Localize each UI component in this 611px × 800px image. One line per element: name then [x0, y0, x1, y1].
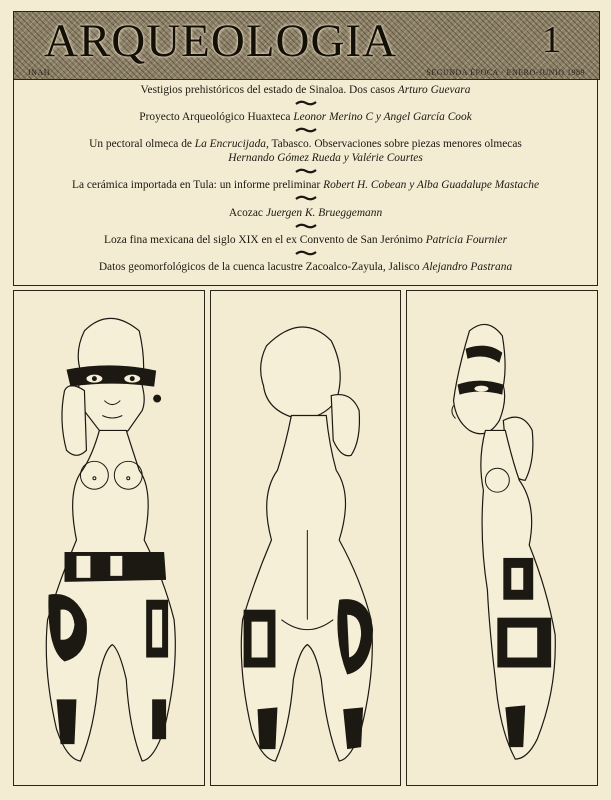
masthead-meta: [14, 68, 599, 77]
table-of-contents: [13, 79, 598, 286]
toc-entry-title-end: Tabasco. Observaciones sobre piezas menores olmecas: [268, 138, 522, 150]
tilde-separator-icon: [295, 168, 317, 174]
figurine-side-view: [406, 290, 598, 786]
toc-entry-author: Hernando Gómez Rueda y Valérie Courtes: [228, 152, 423, 164]
toc-entry-title: Datos geomorfológicos de la cuenca lacustre Zacoalco-Zayula, Jalisco: [98, 261, 420, 273]
toc-entry-title: Vestigios prehistóricos del estado de Sinaloa. Dos casos: [140, 84, 395, 96]
edition-label: SEGUNDA ÉPOCA · ENERO-JUNIO 1989: [426, 68, 585, 77]
toc-entry[interactable]: [14, 110, 597, 124]
toc-entry-title: La cerámica importada en Tula: un informe preliminar: [71, 179, 321, 191]
toc-entry-author: Alejandro Pastrana: [422, 261, 513, 273]
figurine-front-drawing: [14, 291, 204, 785]
toc-entry[interactable]: [14, 83, 597, 97]
figurine-back-view: [210, 290, 402, 786]
tilde-separator-icon: [295, 127, 317, 133]
toc-entry[interactable]: [14, 206, 597, 220]
toc-entry-author: Arturo Guevara: [397, 84, 471, 96]
tilde-separator-icon: [295, 250, 317, 256]
toc-entry-title-italic: La Encrucijada,: [194, 138, 269, 150]
toc-entry[interactable]: [14, 137, 597, 151]
toc-entry-author: Patricia Fournier: [425, 234, 507, 246]
toc-entry[interactable]: [14, 233, 597, 247]
tilde-separator-icon: [295, 195, 317, 201]
issue-number: 1: [542, 19, 561, 61]
illustration-panels: [13, 290, 598, 786]
toc-entry-title: Acozac: [228, 207, 263, 219]
toc-entry[interactable]: [14, 178, 597, 192]
tilde-separator-icon: [295, 223, 317, 229]
toc-entry-title: Proyecto Arqueológico Huaxteca: [139, 111, 291, 123]
figurine-back-drawing: [211, 291, 401, 785]
tilde-separator-icon: [295, 100, 317, 106]
toc-entry-title: Loza fina mexicana del siglo XIX en el ex Convento de San Jerónimo: [103, 234, 423, 246]
toc-entry-author: Juergen K. Brueggemann: [265, 207, 383, 219]
toc-entry-author: Robert H. Cobean y Alba Guadalupe Mastache: [323, 179, 540, 191]
toc-entry-author: Leonor Merino C y Angel García Cook: [293, 111, 472, 123]
journal-title: ARQUEOLOGIA: [44, 15, 398, 67]
figurine-side-drawing: [407, 291, 597, 785]
toc-entry-author-line: [14, 151, 597, 165]
toc-entry[interactable]: [14, 260, 597, 274]
masthead: [13, 11, 600, 80]
publisher-label: INAH: [28, 68, 50, 77]
toc-entry-title: Un pectoral olmeca de: [89, 138, 195, 150]
figurine-front-view: [13, 290, 205, 786]
